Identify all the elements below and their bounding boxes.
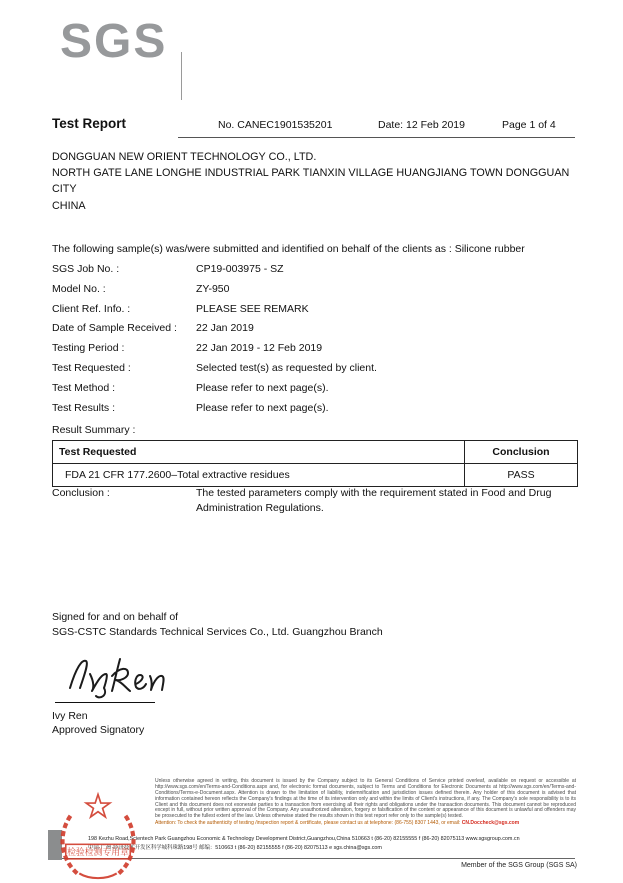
stamp-emblem-icon	[46, 784, 150, 883]
field-value: ZY-950	[196, 282, 230, 295]
table-row	[53, 464, 578, 487]
field-row-test-method	[52, 382, 582, 402]
field-label: Test Method :	[52, 381, 116, 394]
signed-for-line: Signed for and on behalf of	[52, 611, 179, 623]
result-summary-heading: Result Summary :	[52, 424, 136, 436]
field-label: Model No. :	[52, 282, 106, 295]
signature-block	[52, 610, 383, 640]
footer-addresses	[88, 835, 576, 853]
field-label: Testing Period :	[52, 342, 125, 355]
sgs-membership-note: Member of the SGS Group (SGS SA)	[461, 862, 577, 869]
field-row-model-no	[52, 283, 582, 303]
sample-identification-line: The following sample(s) was/were submitted and identified on behalf of the clients as : Silicone rubber	[52, 243, 525, 255]
field-value: Please refer to next page(s).	[196, 401, 329, 414]
field-row-sgs-job-no	[52, 263, 582, 283]
field-label: Test Requested :	[52, 361, 131, 374]
field-value: Selected test(s) as requested by client.	[196, 361, 377, 374]
attention-text: Attention: To check the authenticity of testing /inspection report & certificate, please contact us at telephone: (86-755) 8307 1443, or email:	[155, 820, 462, 827]
field-row-test-requested	[52, 362, 582, 382]
table-header-row	[53, 441, 578, 464]
logo-divider	[181, 52, 182, 100]
header-divider	[178, 137, 575, 138]
attention-note	[155, 821, 576, 827]
report-title: Test Report	[52, 116, 127, 131]
conclusion-block	[52, 486, 582, 516]
report-fields	[52, 263, 582, 421]
field-value: Please refer to next page(s).	[196, 381, 329, 394]
client-address: NORTH GATE LANE LONGHE INDUSTRIAL PARK TIANXIN VILLAGE HUANGJIANG TOWN DONGGUAN CITY	[52, 167, 570, 196]
sgs-logo: SGS	[60, 15, 168, 68]
field-label: SGS Job No. :	[52, 263, 120, 275]
column-header-test-requested: Test Requested	[53, 441, 465, 464]
client-block	[52, 149, 574, 214]
signature-line	[55, 702, 155, 703]
column-header-conclusion: Conclusion	[465, 441, 578, 464]
legal-text: Unless otherwise agreed in writing, this document is issued by the Company subject to its General Conditions of Service printed overleaf, available on request or accessible at http://www.sgs.com/en/Terms-and-Conditions.aspx and, for electronic format documents, subject to Terms and Conditions for Electronic Documents at http://www.sgs.com/en/Terms-and-Conditions/Terms-e-Document.aspx. Attention is drawn to the limitation of liability, indemnification and jurisdiction issues defined therein. Any holder of this document is advised that information contained hereon reflects the Company's findings at the time of its intervention only and within the limits of Client's instructions, if any. The Company's sole responsibility is to its Client and this document does not exonerate parties to a transaction from exercising all their rights and obligations under the transaction documents. This document cannot be reproduced except in full, without prior written approval of the Company. Any unauthorized alteration, forgery or falsification of the content or appearance of this document is unlawful and offenders may be prosecuted to the fullest extent of the law. Unless otherwise stated the results shown in this test report refer only to the sample(s) tested.	[155, 778, 576, 820]
conclusion-text: The tested parameters comply with the requirement stated in Food and Drug Administration Regulations.	[196, 487, 552, 515]
address-english: 198 Kezhu Road,Scientech Park Guangzhou Economic & Technology Development District,Guangzhou,China 510663 t (86-20) 82155555 f (86-20) 82075113 www.sgsgroup.com.cn	[88, 836, 520, 842]
stamp-text: 检验检测专用章	[67, 847, 129, 858]
legal-disclaimer	[155, 779, 576, 827]
conclusion-label: Conclusion :	[52, 487, 110, 499]
field-value: CP19-003975 - SZ	[196, 263, 284, 275]
field-row-testing-period	[52, 342, 582, 362]
signed-company-line: SGS-CSTC Standards Technical Services Co., Ltd. Guangzhou Branch	[52, 626, 383, 639]
inspection-stamp	[46, 784, 150, 883]
field-label: Date of Sample Received :	[52, 322, 177, 335]
field-row-test-results	[52, 402, 582, 422]
signatory-role: Approved Signatory	[52, 724, 145, 736]
conclusion-cell: PASS	[465, 464, 578, 487]
field-value: 22 Jan 2019 - 12 Feb 2019	[196, 342, 323, 355]
client-country: CHINA	[52, 199, 86, 212]
report-date: Date: 12 Feb 2019	[378, 119, 465, 131]
result-summary-table	[52, 440, 578, 487]
field-row-date-received	[52, 322, 582, 342]
client-name: DONGGUAN NEW ORIENT TECHNOLOGY CO., LTD.	[52, 151, 317, 163]
field-label: Client Ref. Info. :	[52, 302, 131, 315]
handwritten-signature	[56, 646, 196, 704]
field-value: PLEASE SEE REMARK	[196, 302, 309, 315]
report-number: No. CANEC1901535201	[218, 119, 333, 131]
signatory-name: Ivy Ren	[52, 710, 88, 722]
page-indicator: Page 1 of 4	[502, 119, 556, 131]
doccheck-email: CN.Doccheck@sgs.com	[461, 820, 520, 827]
signature-scribble-icon	[56, 646, 196, 701]
address-chinese: 中国·广州·经济技术开发区科学城科珠路198号 邮编：510663 t (86-20) 82155555 f (86-20) 82075113 e sgs.china@sgs.com	[88, 845, 382, 852]
field-label: Test Results :	[52, 401, 116, 414]
field-value: 22 Jan 2019	[196, 322, 254, 335]
field-row-client-ref	[52, 303, 582, 323]
test-name-cell: FDA 21 CFR 177.2600–Total extractive residues	[53, 464, 465, 487]
star-icon	[86, 794, 110, 817]
